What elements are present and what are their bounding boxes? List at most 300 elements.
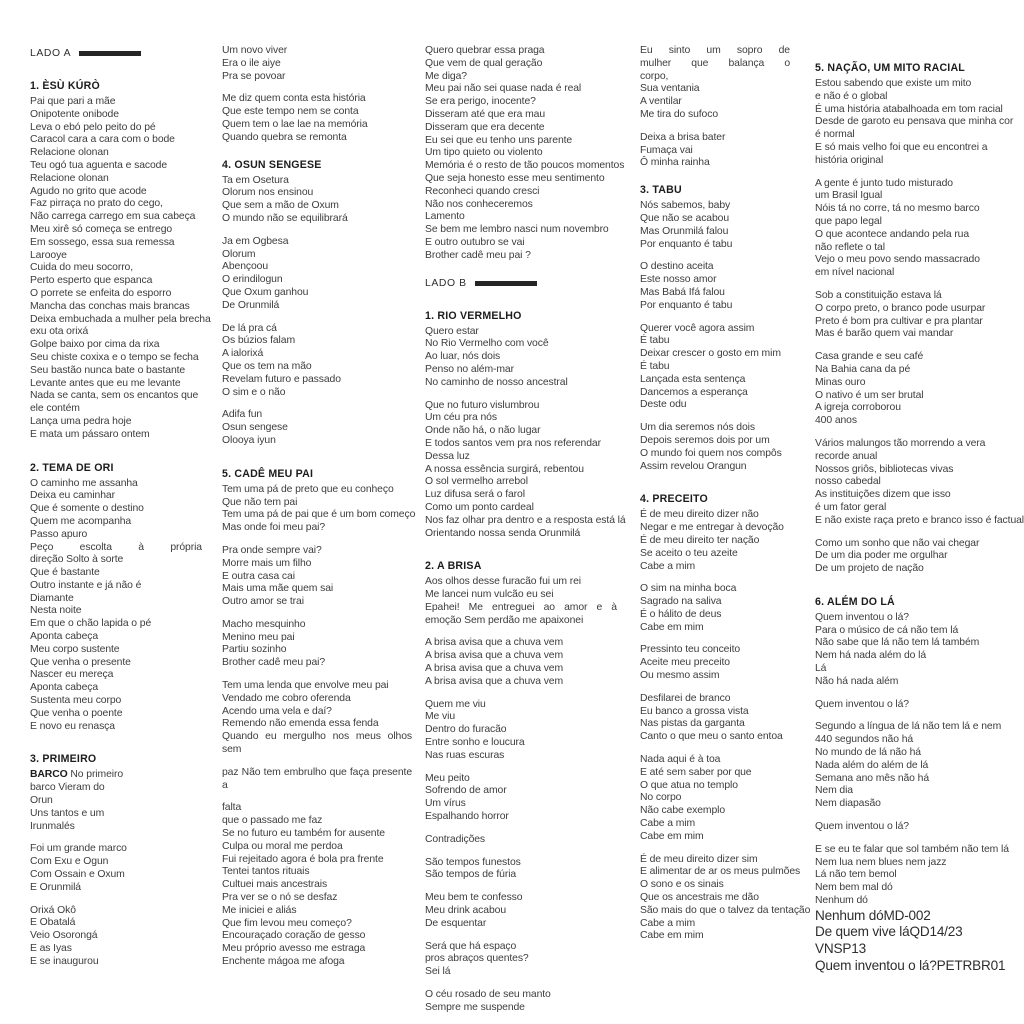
lyric-line: Enchente mágoa me afoga bbox=[222, 956, 345, 968]
lyric-line: O sim na minha boca bbox=[640, 583, 737, 595]
lyric-line: Não há nada além bbox=[815, 675, 899, 687]
lyric-line: As instituições dizem que isso bbox=[815, 489, 951, 501]
stanza bbox=[222, 45, 412, 83]
lyric-line: Não cabe exemplo bbox=[640, 805, 726, 817]
lyric-line: Canto o que meu o santo entoa bbox=[640, 731, 783, 743]
lyric-line: Tem uma pá de preto que eu conheço bbox=[222, 483, 394, 495]
lyric-line: Foi um grande marco bbox=[30, 843, 127, 855]
lyric-line: Meu corpo sustente bbox=[30, 643, 120, 655]
lyric-line: Olooya iyun bbox=[222, 434, 276, 446]
lyric-line: E Orunmilá bbox=[30, 881, 81, 893]
lyric-line: Os búzios falam bbox=[222, 335, 295, 347]
stanza bbox=[815, 699, 1015, 712]
lyric-line: Que vem de qual geração bbox=[425, 57, 543, 69]
lyric-line: A ialorixá bbox=[222, 348, 264, 360]
lyric-line: Lá não tem bemol bbox=[815, 869, 897, 881]
lyric-line: Me iniciei e aliás bbox=[222, 904, 297, 916]
stanza bbox=[815, 351, 1015, 428]
stanza bbox=[222, 323, 412, 400]
stanza bbox=[815, 290, 1015, 341]
lyric-line: Assim revelou Orangun bbox=[640, 460, 747, 472]
lyric-line: A brisa avisa que a chuva vem bbox=[425, 637, 564, 649]
song-title: 2. TEMA DE ORI bbox=[30, 461, 114, 474]
lyric-line: Cabe em mim bbox=[640, 930, 704, 942]
lyric-line: Que não se acabou bbox=[640, 212, 730, 224]
lyric-line: Mais uma mãe quem sai bbox=[222, 583, 334, 595]
song-title: 5. CADÊ MEU PAI bbox=[222, 467, 314, 480]
stanza bbox=[640, 583, 790, 634]
lyric-line: Segundo a língua de lá não tem lá e nem bbox=[815, 721, 1002, 733]
lyric-line: A gente é junto tudo misturado bbox=[815, 177, 953, 189]
lyric-line: Diamante bbox=[30, 592, 74, 604]
lyric-line: Seu chiste coxixa e o tempo se fecha bbox=[30, 351, 199, 363]
lyric-line: Com Ossain e Oxum bbox=[30, 869, 125, 881]
lyric-line: Me viu bbox=[425, 711, 456, 723]
lyric-line: Leva o ebó pelo peito do pé bbox=[30, 121, 156, 133]
lyric-line: falta bbox=[222, 802, 242, 814]
stanza bbox=[640, 853, 811, 944]
lyric-line: Mancha das conchas mais brancas bbox=[30, 300, 190, 312]
lyric-line: Nada aqui é à toa bbox=[640, 754, 721, 766]
stanza bbox=[222, 175, 412, 226]
lyric-line: Pra se povoar bbox=[222, 70, 286, 82]
lyric-line: Estou sabendo que existe um mito bbox=[815, 78, 972, 89]
lyric-line: Onipotente onibode bbox=[30, 108, 119, 120]
stanza bbox=[222, 409, 412, 447]
lyric-line: Vendado me cobro oferenda bbox=[222, 692, 351, 704]
lyric-line: No corpo bbox=[640, 792, 682, 804]
lyric-line: Que é bastante bbox=[30, 567, 100, 579]
lyric-line: Abençoou bbox=[222, 261, 268, 273]
lyric-line: Que não tem pai bbox=[222, 496, 298, 508]
lyric-line: Ô minha rainha bbox=[640, 157, 710, 169]
lyrics-column-4 bbox=[640, 45, 811, 943]
stanza bbox=[815, 821, 1015, 834]
lyric-line: que o passado me faz bbox=[222, 815, 323, 827]
stanza bbox=[640, 261, 790, 312]
lyric-line: exu ota orixá bbox=[30, 326, 89, 338]
lyric-line: Lá bbox=[815, 663, 827, 675]
lyric-line: Cabe em mim bbox=[640, 621, 704, 633]
lyric-line: não reflete o tal bbox=[815, 241, 885, 253]
lyric-line: Outro instante e já não é bbox=[30, 579, 142, 591]
lyric-line: Nas pistas da garganta bbox=[640, 718, 745, 730]
lyric-line: Eu sei que eu tenho uns parente bbox=[425, 134, 573, 146]
lyric-line: Tem uma pá de pai que é um bom começo bbox=[222, 509, 416, 521]
lyric-line: Brother cadê meu pai? bbox=[222, 657, 326, 669]
stanza bbox=[815, 538, 1015, 576]
stanza bbox=[640, 323, 790, 413]
lyric-line: Por enquanto é tabu bbox=[640, 238, 733, 250]
lyric-line: Golpe baixo por cima da rixa bbox=[30, 339, 160, 351]
lyric-line: O sono e os sinais bbox=[640, 879, 724, 891]
lyric-line: Irunmalés bbox=[30, 820, 75, 832]
lyric-line: corpo, bbox=[640, 70, 669, 82]
lyric-line: Meu xirê só começa se entrego bbox=[30, 223, 173, 235]
lyric-line: Encouraçado coração de gesso bbox=[222, 930, 366, 942]
lyric-line: E se inaugurou bbox=[30, 955, 99, 967]
lyric-line: Sagrado na saliva bbox=[640, 596, 722, 608]
lyric-line: Dessa luz bbox=[425, 450, 470, 462]
lyric-line: Nada além do além de lá bbox=[815, 759, 929, 771]
lyric-line: Se era perigo, inocente? bbox=[425, 96, 536, 108]
lyric-line: O erindilogun bbox=[222, 274, 283, 286]
lyric-line: Meu pai não sei quase nada é real bbox=[425, 83, 582, 95]
lyric-line: São tempos funestos bbox=[425, 856, 521, 868]
lyric-line: Mas onde foi meu pai? bbox=[222, 522, 326, 534]
lyric-line: Entre sonho e loucura bbox=[425, 737, 525, 749]
lyric-line: Deixar crescer o gosto em mim bbox=[640, 348, 781, 360]
stanza bbox=[425, 857, 617, 883]
lyric-line: Reconheci quando cresci bbox=[425, 185, 540, 197]
lyric-line: E outro outubro se vai bbox=[425, 236, 525, 248]
song-title: 4. PRECEITO bbox=[640, 493, 708, 506]
lyric-line: Agudo no grito que acode bbox=[30, 185, 147, 197]
lyric-line: A igreja corroborou bbox=[815, 402, 901, 414]
stanza bbox=[222, 767, 412, 793]
lyric-line: Revelam futuro e passado bbox=[222, 373, 341, 385]
lyric-line: Dentro do furacão bbox=[425, 724, 507, 736]
lyric-line: Que este tempo nem se conta bbox=[222, 106, 359, 118]
stanza bbox=[425, 834, 617, 847]
lyric-line: Nos faz olhar pra dentro e a resposta está lá bbox=[425, 514, 626, 526]
lyric-line: Nem dia bbox=[815, 785, 853, 797]
lyric-line: Remendo não emenda essa fenda bbox=[222, 718, 379, 730]
lyric-line: Cuida do meu socorro, bbox=[30, 262, 134, 274]
lyric-line: Desde de garoto eu pensava que minha cor bbox=[815, 116, 1014, 128]
lyric-line: mulher que balança o bbox=[640, 57, 790, 69]
lyric-line: Memória é o resto de tão poucos momentos bbox=[425, 160, 625, 172]
stanza bbox=[815, 844, 1015, 974]
lyric-line: Semana ano mês não há bbox=[815, 772, 930, 784]
lyric-line: Olorum nos ensinou bbox=[222, 187, 314, 199]
lyric-line: Sob a constituição estava lá bbox=[815, 289, 942, 301]
stanza bbox=[815, 612, 1015, 689]
lyric-line: Acendo uma vela e daí? bbox=[222, 705, 332, 717]
side-label-text: LADO A bbox=[30, 48, 72, 59]
lyric-line: Vejo o meu povo sendo massacrado bbox=[815, 254, 980, 266]
stanza bbox=[425, 45, 625, 263]
lyric-line: Que venha o presente bbox=[30, 656, 131, 668]
lyric-line: Me diz quem conta esta história bbox=[222, 93, 366, 105]
lyric-line: 400 anos bbox=[815, 415, 857, 427]
lyric-line: Contradições bbox=[425, 833, 486, 845]
lyric-line: Culpa ou moral me perdoa bbox=[222, 840, 343, 852]
stanza bbox=[815, 437, 1024, 528]
lyric-line: Me tira do sufoco bbox=[640, 108, 719, 120]
lyric-line: Este nosso amor bbox=[640, 274, 717, 286]
lyric-line: De lá pra cá bbox=[222, 322, 277, 334]
lyric-line: Cabe em mim bbox=[640, 830, 704, 842]
lyric-line: Que os ancestrais me dão bbox=[640, 892, 759, 904]
lyric-line: Nenhum dó bbox=[815, 895, 868, 907]
side-label-lado-b bbox=[425, 277, 617, 290]
lyric-line: Osun sengese bbox=[222, 422, 288, 434]
lyric-line: Lançada esta sentença bbox=[640, 373, 746, 385]
lyric-line: Casa grande e seu café bbox=[815, 351, 924, 363]
lyric-line: Que venha o poente bbox=[30, 707, 123, 719]
lyric-line: Deixa eu caminhar bbox=[30, 490, 115, 502]
stanza bbox=[30, 478, 202, 734]
lyric-line: Preto é bom pra cultivar e pra plantar bbox=[815, 315, 983, 327]
lyric-line: Larooye bbox=[30, 249, 67, 261]
song-block bbox=[30, 80, 211, 442]
lyric-line: é normal bbox=[815, 129, 855, 141]
song-block bbox=[425, 560, 617, 1014]
lyric-line: Quando eu mergulho nos meus olhos sem bbox=[222, 731, 412, 756]
lyric-line: Cultuei mais ancestrais bbox=[222, 879, 328, 891]
lyric-line: Nada se canta, sem os encantos que bbox=[30, 390, 199, 402]
lyric-line: Será que há espaço bbox=[425, 940, 517, 952]
lyric-line: Querer você agora assim bbox=[640, 322, 755, 334]
lyric-line: que papo legal bbox=[815, 215, 882, 227]
side-label-bar-icon bbox=[79, 51, 141, 56]
lyric-line: Olorum bbox=[222, 248, 256, 260]
lyric-line: Pressinto teu conceito bbox=[640, 644, 741, 656]
song-title: 3. TABU bbox=[640, 184, 682, 197]
lyric-line: Se aceito o teu azeite bbox=[640, 547, 738, 559]
lyric-line: barco Vieram do bbox=[30, 782, 105, 794]
stanza bbox=[425, 699, 617, 763]
lyric-line: E todos santos vem pra nos referendar bbox=[425, 437, 601, 449]
lyric-line: Quem tem o lae lae na memória bbox=[222, 118, 368, 130]
lyric-line: Que os tem na mão bbox=[222, 360, 312, 372]
lyric-line: Que fim levou meu começo? bbox=[222, 917, 352, 929]
lyric-line: Quem me acompanha bbox=[30, 515, 132, 527]
lyric-line: Mas é barão quem vai mandar bbox=[815, 328, 954, 340]
lyric-line: Espalhando horror bbox=[425, 811, 509, 823]
lyric-line: nosso cabedal bbox=[815, 476, 881, 488]
lyric-line: Em sossego, essa sua remessa bbox=[30, 236, 175, 248]
lyric-line: Ta em Osetura bbox=[222, 174, 289, 186]
lyric-line: Não nos conheceremos bbox=[425, 198, 533, 210]
song-title: 1. ÈSÙ KÚRÒ bbox=[30, 80, 100, 92]
lyric-line: No mundo de lá não há bbox=[815, 747, 921, 759]
lyric-line: Lança uma pedra hoje bbox=[30, 415, 132, 427]
lyric-line: Faz pirraça no prato do cego, bbox=[30, 198, 163, 210]
lyric-line: Me lancei num vulcão eu sei bbox=[425, 589, 554, 601]
song-block bbox=[30, 753, 202, 968]
lyric-line: é um fator geral bbox=[815, 501, 887, 513]
lyric-line: E se eu te falar que sol também não tem lá bbox=[815, 843, 1009, 855]
lyrics-column-1 bbox=[30, 45, 211, 969]
lyric-line: em nível nacional bbox=[815, 267, 895, 279]
song-block bbox=[640, 184, 790, 473]
lyric-line: BARCO No primeiro bbox=[30, 769, 123, 781]
lyric-line: E as Iyas bbox=[30, 943, 72, 955]
lyric-line: Macho mesquinho bbox=[222, 618, 306, 630]
lyric-line: Sofrendo de amor bbox=[425, 785, 507, 797]
lyric-line: paz Não tem embrulho que faça presente a bbox=[222, 766, 412, 791]
lyric-line: O nativo é um ser brutal bbox=[815, 389, 924, 401]
lyric-line: O céu rosado de seu manto bbox=[425, 989, 551, 1001]
lyric-line: Aos olhos desse furacão fui um rei bbox=[425, 576, 582, 588]
lyric-line: O sol vermelho arrebol bbox=[425, 476, 528, 488]
lyric-line: Sustenta meu corpo bbox=[30, 695, 122, 707]
lyric-line: Desfilarei de branco bbox=[640, 692, 731, 704]
lyric-line: Orientando nossa senda Orunmilá bbox=[425, 527, 581, 539]
lyric-line: É tabu bbox=[640, 360, 670, 372]
lyric-line: E alimentar de ar os meus pulmões bbox=[640, 866, 801, 878]
lyric-line: A brisa avisa que a chuva vem bbox=[425, 663, 564, 675]
stanza bbox=[30, 769, 202, 833]
stanza bbox=[425, 637, 617, 688]
song-block bbox=[222, 159, 412, 448]
lyric-line: Era o ile aiye bbox=[222, 57, 281, 69]
lyric-line: Cabe a mim bbox=[640, 917, 696, 929]
stanza bbox=[425, 576, 617, 627]
lyric-line: Um céu pra nós bbox=[425, 412, 497, 424]
lyric-line: Ou mesmo assim bbox=[640, 670, 720, 682]
song-title: 1. RIO VERMELHO bbox=[425, 309, 522, 322]
lyric-line: No Rio Vermelho com você bbox=[425, 338, 549, 350]
lyric-line: Como um sonho que não vai chegar bbox=[815, 537, 980, 549]
lyric-line: Morre mais um filho bbox=[222, 557, 312, 569]
lyric-line: Epahei! Me entreguei ao amor e à bbox=[425, 601, 617, 613]
stanza bbox=[640, 644, 790, 682]
lyric-line: Meu drink acabou bbox=[425, 905, 506, 917]
lyric-line: Uns tantos e um bbox=[30, 807, 105, 819]
lyric-line: De um dia poder me orgulhar bbox=[815, 550, 948, 562]
lyric-line: Ja em Ogbesa bbox=[222, 235, 289, 247]
lyric-line: Sua ventania bbox=[640, 83, 700, 95]
lyric-line: Sei lá bbox=[425, 966, 451, 978]
lyric-line: E novo eu renasça bbox=[30, 720, 115, 732]
lyric-line: Quem inventou o lá?PETRBR01 bbox=[815, 957, 1006, 973]
lyric-line: Em que o chão lapida o pé bbox=[30, 618, 152, 630]
lyric-line: Sempre me suspende bbox=[425, 1001, 525, 1013]
lyrics-column-5 bbox=[815, 42, 1024, 974]
lyric-line: E até sem saber por que bbox=[640, 766, 752, 778]
lyric-line: Passo apuro bbox=[30, 528, 88, 540]
lyric-line: Nem lua nem blues nem jazz bbox=[815, 856, 947, 868]
lyric-line: Adifa fun bbox=[222, 409, 263, 421]
lyrics-column-2 bbox=[222, 45, 416, 969]
continuation-block bbox=[222, 45, 412, 145]
song-block bbox=[30, 462, 202, 734]
song-block bbox=[815, 596, 1015, 974]
lyric-line: Mas Babá Ifá falou bbox=[640, 286, 725, 298]
stanza bbox=[425, 773, 617, 824]
lyric-line: Pai que pari a mãe bbox=[30, 96, 116, 107]
lyric-line: Nas ruas escuras bbox=[425, 749, 505, 761]
lyric-line: De um projeto de nação bbox=[815, 563, 924, 575]
stanza bbox=[222, 680, 412, 757]
lyric-line: Orun bbox=[30, 795, 53, 807]
lyric-line: O porrete se enfeita do esporro bbox=[30, 287, 172, 299]
stanza bbox=[425, 989, 617, 1015]
lyric-line: Quero estar bbox=[425, 325, 479, 337]
lyric-line: Disseram até que era mau bbox=[425, 108, 546, 120]
lyric-line: VNSP13 bbox=[815, 941, 866, 957]
lyric-line: Caracol cara a cara com o bode bbox=[30, 134, 175, 146]
lyric-line: Pra onde sempre vai? bbox=[222, 544, 322, 556]
lyric-line: Peço escolta à própria bbox=[30, 541, 202, 553]
lyric-line: E mata um pássaro ontem bbox=[30, 428, 150, 440]
continuation-block bbox=[425, 45, 625, 263]
song-block bbox=[640, 493, 811, 943]
lyric-line: São tempos de fúria bbox=[425, 869, 517, 881]
lyric-line: Ao luar, nós dois bbox=[425, 351, 501, 363]
lyric-line: Meu bem te confesso bbox=[425, 892, 523, 904]
lyric-line: direção Solto à sorte bbox=[30, 554, 124, 566]
stanza bbox=[30, 905, 202, 969]
stanza bbox=[30, 843, 202, 894]
lyric-line: É de meu direito ter nação bbox=[640, 534, 760, 546]
stanza bbox=[640, 422, 790, 473]
lyric-line: Pra ver se o nó se desfaz bbox=[222, 892, 338, 904]
lyric-line: Relacione olonan bbox=[30, 147, 109, 159]
lyric-line: Quero quebrar essa praga bbox=[425, 45, 545, 56]
lyric-line: Não carrega carrego em sua cabeça bbox=[30, 211, 196, 223]
lyric-line: Negar e me entregar à devoção bbox=[640, 522, 784, 534]
stanza bbox=[425, 892, 617, 930]
lyric-line: Aponta cabeça bbox=[30, 631, 99, 643]
lyric-line: Que seja honesto esse meu sentimento bbox=[425, 172, 605, 184]
bold-lyric-fragment: BARCO bbox=[30, 769, 68, 781]
lyric-line: Na Bahia cana da pé bbox=[815, 363, 911, 375]
lyric-line: Nós sabemos, baby bbox=[640, 200, 731, 212]
lyric-line: Mas Orunmilá falou bbox=[640, 225, 729, 237]
lyric-line: Nenhum dóMD-002 bbox=[815, 907, 931, 923]
stanza bbox=[222, 483, 416, 535]
song-block bbox=[815, 62, 1024, 576]
lyric-line: história original bbox=[815, 154, 884, 166]
stanza bbox=[222, 619, 412, 670]
lyric-line: Orixá Okô bbox=[30, 904, 76, 916]
lyric-line: Me diga? bbox=[425, 70, 467, 82]
lyric-line: Se no futuro eu também for ausente bbox=[222, 828, 385, 840]
lyric-line: De Orunmilá bbox=[222, 299, 280, 311]
lyric-line: É tabu bbox=[640, 335, 670, 347]
lyric-line: A nossa essência surgirá, rebentou bbox=[425, 463, 584, 475]
lyric-line: Tem uma lenda que envolve meu pai bbox=[222, 680, 389, 692]
lyric-line: E outra casa cai bbox=[222, 570, 295, 582]
lyric-line: Eu banco a grossa vista bbox=[640, 705, 749, 717]
lyric-line: Nem bem mal dó bbox=[815, 882, 893, 894]
lyric-line: É de meu direito dizer sim bbox=[640, 853, 758, 865]
continuation-block bbox=[640, 45, 790, 170]
lyric-line: Outro amor se trai bbox=[222, 596, 304, 608]
lyric-line: Nem diapasão bbox=[815, 798, 881, 810]
lyric-line: Que é somente o destino bbox=[30, 503, 144, 515]
stanza bbox=[640, 693, 790, 744]
stanza bbox=[30, 96, 211, 442]
lyric-line: Disseram que era decente bbox=[425, 121, 545, 133]
stanza bbox=[425, 399, 626, 541]
lyric-line: Luz difusa será o farol bbox=[425, 489, 525, 501]
lyric-line: O caminho me assanha bbox=[30, 477, 138, 489]
lyric-line: O corpo preto, o branco pode usurpar bbox=[815, 302, 986, 314]
lyric-line: Cabe a mim bbox=[640, 818, 696, 830]
lyric-line: Se bem me lembro nasci num novembro bbox=[425, 224, 609, 236]
lyric-line: A brisa avisa que a chuva vem bbox=[425, 650, 564, 662]
lyric-line: Eu sinto um sopro de bbox=[640, 45, 790, 56]
lyric-line: Partiu sozinho bbox=[222, 644, 287, 656]
song-title: 4. OSUN SENGESE bbox=[222, 158, 322, 171]
lyric-line: Um vírus bbox=[425, 798, 466, 810]
lyric-line: Aponta cabeça bbox=[30, 682, 99, 694]
lyric-line: De quem vive láQD14/23 bbox=[815, 924, 963, 940]
lyric-line: A brisa avisa que a chuva vem bbox=[425, 675, 564, 687]
lyric-line: O mundo não se equilibrará bbox=[222, 212, 348, 224]
lyric-line: Deixa embuchada a mulher pela brecha bbox=[30, 313, 211, 325]
lyric-line: ele contém bbox=[30, 403, 80, 415]
lyric-line: A ventilar bbox=[640, 96, 682, 108]
lyric-line: Nóis tá no corre, tá no mesmo barco bbox=[815, 203, 980, 215]
stanza bbox=[640, 754, 790, 844]
lyric-line: Meu peito bbox=[425, 772, 470, 784]
